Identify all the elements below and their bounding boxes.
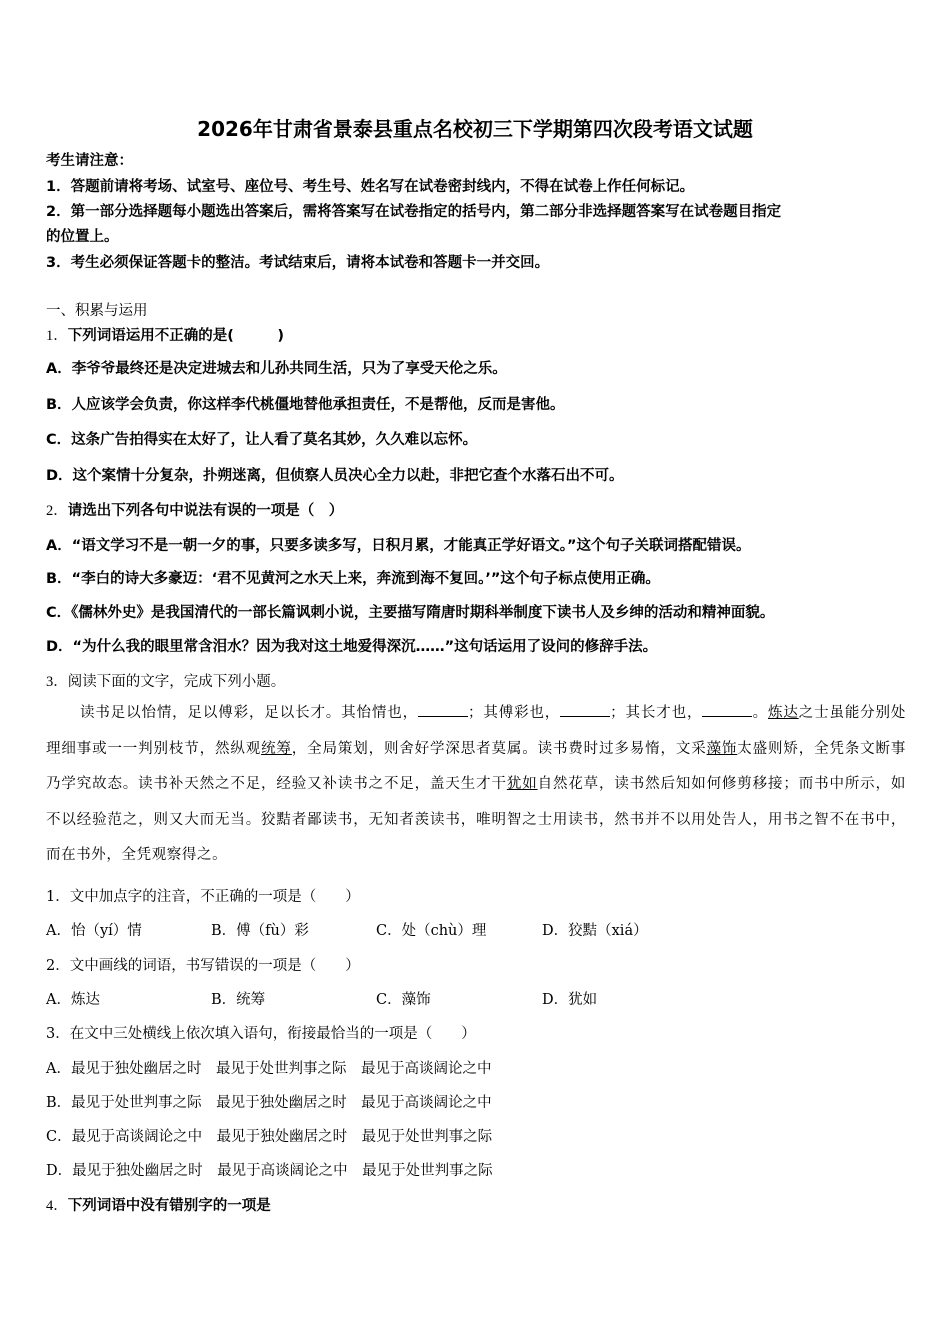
sub-question-3-option-a: A．最见于独处幽居之时 最见于处世判事之际 最见于高谈阔论之中 xyxy=(46,1061,492,1077)
option-a: A．怡（yí）情 xyxy=(46,923,142,939)
notice-item-1: 1．答题前请将考场、试室号、座位号、考生号、姓名写在试卷密封线内，不得在试卷上作任何标记。 xyxy=(46,179,695,195)
q2-option-c: C．《儒林外史》是我国清代的一部长篇讽刺小说，主要描写隋唐时期科举制度下读书人及乡绅的活动和精神面貌。 xyxy=(46,605,775,621)
question-3 xyxy=(46,672,285,692)
q1-option-b: B．人应该学会负责，你这样李代桃僵地替他承担责任，不是帮他，反而是害他。 xyxy=(46,397,565,413)
question-number: 1． xyxy=(46,328,68,344)
passage-text: 自然花草，读书然后知如何修剪移接；而书中所示，如不以经验范之，则又大而无当。狡黠者鄙读书，无知者羡读书，唯明智之士用读书，然书并不以用处告人，用书之智不在书中，而在书外，全凭观察得之。 xyxy=(46,776,907,863)
notice-item-2: 2．第一部分选择题每小题选出答案后，需将答案写在试卷指定的括号内，第二部分非选择题答案写在试卷题目指定 xyxy=(46,204,782,220)
q2-option-a: A．“语文学习不是一朝一夕的事，只要多读多写，日积月累，才能真正学好语文。”这个句子关联词搭配错误。 xyxy=(46,538,751,554)
question-number: 3． xyxy=(46,674,68,690)
notice-heading: 考生请注意： xyxy=(46,153,133,169)
underlined-word: 藻饰 xyxy=(706,740,738,757)
passage-text: 。 xyxy=(752,705,768,721)
section-heading: 一、积累与运用 xyxy=(46,303,148,319)
option-d: D．犹如 xyxy=(542,992,598,1008)
sub-question-1-options xyxy=(46,921,648,941)
underlined-word: 犹如 xyxy=(506,776,538,792)
question-number: 4． xyxy=(46,1198,68,1214)
sub-question-1: 1．文中加点字的注音，不正确的一项是（ ） xyxy=(46,889,360,905)
question-number: 2． xyxy=(46,503,68,519)
option-a: A．炼达 xyxy=(46,992,100,1008)
reading-passage xyxy=(46,696,906,874)
fill-blank-3 xyxy=(702,702,752,717)
sub-question-3-option-d: D．最见于独处幽居之时 最见于高谈阔论之中 最见于处世判事之际 xyxy=(46,1163,493,1179)
underlined-word: 统筹 xyxy=(261,740,292,757)
passage-text: ；其长才也， xyxy=(610,705,703,721)
question-4 xyxy=(46,1196,271,1216)
question-stem: 下列词语中没有错别字的一项是 xyxy=(67,1198,271,1214)
option-c: C．藻饰 xyxy=(376,992,431,1008)
passage-text: ；其傅彩也， xyxy=(467,705,561,721)
option-b: B．傅（fù）彩 xyxy=(211,923,309,939)
underlined-word: 炼达 xyxy=(768,705,799,721)
q1-option-d: D．这个案情十分复杂，扑朔迷离，但侦察人员决心全力以赴，非把它查个水落石出不可。 xyxy=(46,468,624,484)
notice-item-3: 3．考生必须保证答题卡的整洁。考试结束后，请将本试卷和答题卡一并交回。 xyxy=(46,255,550,271)
question-1 xyxy=(46,326,284,346)
fill-blank-1 xyxy=(418,702,468,717)
q2-option-b: B．“李白的诗大多豪迈：‘君不见黄河之水天上来，奔流到海不复回。’”这个句子标点使用正确。 xyxy=(46,571,660,587)
notice-item-2-cont: 的位置上。 xyxy=(46,229,119,245)
sub-question-2: 2．文中画线的词语，书写错误的一项是（ ） xyxy=(46,958,360,974)
option-d: D．狡黠（xiá） xyxy=(542,923,648,939)
question-2 xyxy=(46,501,343,521)
passage-text: 之士虽能分别处理细事或一一判别枝节，然纵观 xyxy=(46,705,907,757)
page-title: 2026年甘肃省景泰县重点名校初三下学期第四次段考语文试题 xyxy=(197,117,753,141)
q2-option-d: D．“为什么我的眼里常含泪水？因为我对这土地爱得深沉……”这句话运用了设问的修辞手法。 xyxy=(46,639,658,655)
question-stem: 下列词语运用不正确的是( ) xyxy=(67,328,285,344)
sub-question-2-options xyxy=(46,990,597,1010)
q1-option-c: C．这条广告拍得实在太好了，让人看了莫名其妙，久久难以忘怀。 xyxy=(46,432,478,448)
passage-text: 太盛则矫，全凭条文断事乃学究故态。读书补天然之不足，经验又补读书之不足，盖天生才干 xyxy=(46,740,907,792)
option-c: C．处（chù）理 xyxy=(376,923,487,939)
option-b: B．统筹 xyxy=(211,992,266,1008)
fill-blank-2 xyxy=(560,702,610,717)
sub-question-3: 3．在文中三处横线上依次填入语句，衔接最恰当的一项是（ ） xyxy=(46,1026,476,1042)
passage-text: 读书足以怡情，足以傅彩，足以长才。其怡情也， xyxy=(80,705,418,721)
passage-text: ，全局策划，则舍好学深思者莫属。读书费时过多易惰，文采 xyxy=(291,740,707,757)
question-stem: 请选出下列各句中说法有误的一项是（ ） xyxy=(67,503,344,519)
question-stem: 阅读下面的文字，完成下列小题。 xyxy=(67,674,286,690)
sub-question-3-option-c: C．最见于高谈阔论之中 最见于独处幽居之时 最见于处世判事之际 xyxy=(46,1129,493,1145)
sub-question-3-option-b: B．最见于处世判事之际 最见于独处幽居之时 最见于高谈阔论之中 xyxy=(46,1095,492,1111)
q1-option-a: A．李爷爷最终还是决定进城去和儿孙共同生活，只为了享受天伦之乐。 xyxy=(46,361,507,377)
